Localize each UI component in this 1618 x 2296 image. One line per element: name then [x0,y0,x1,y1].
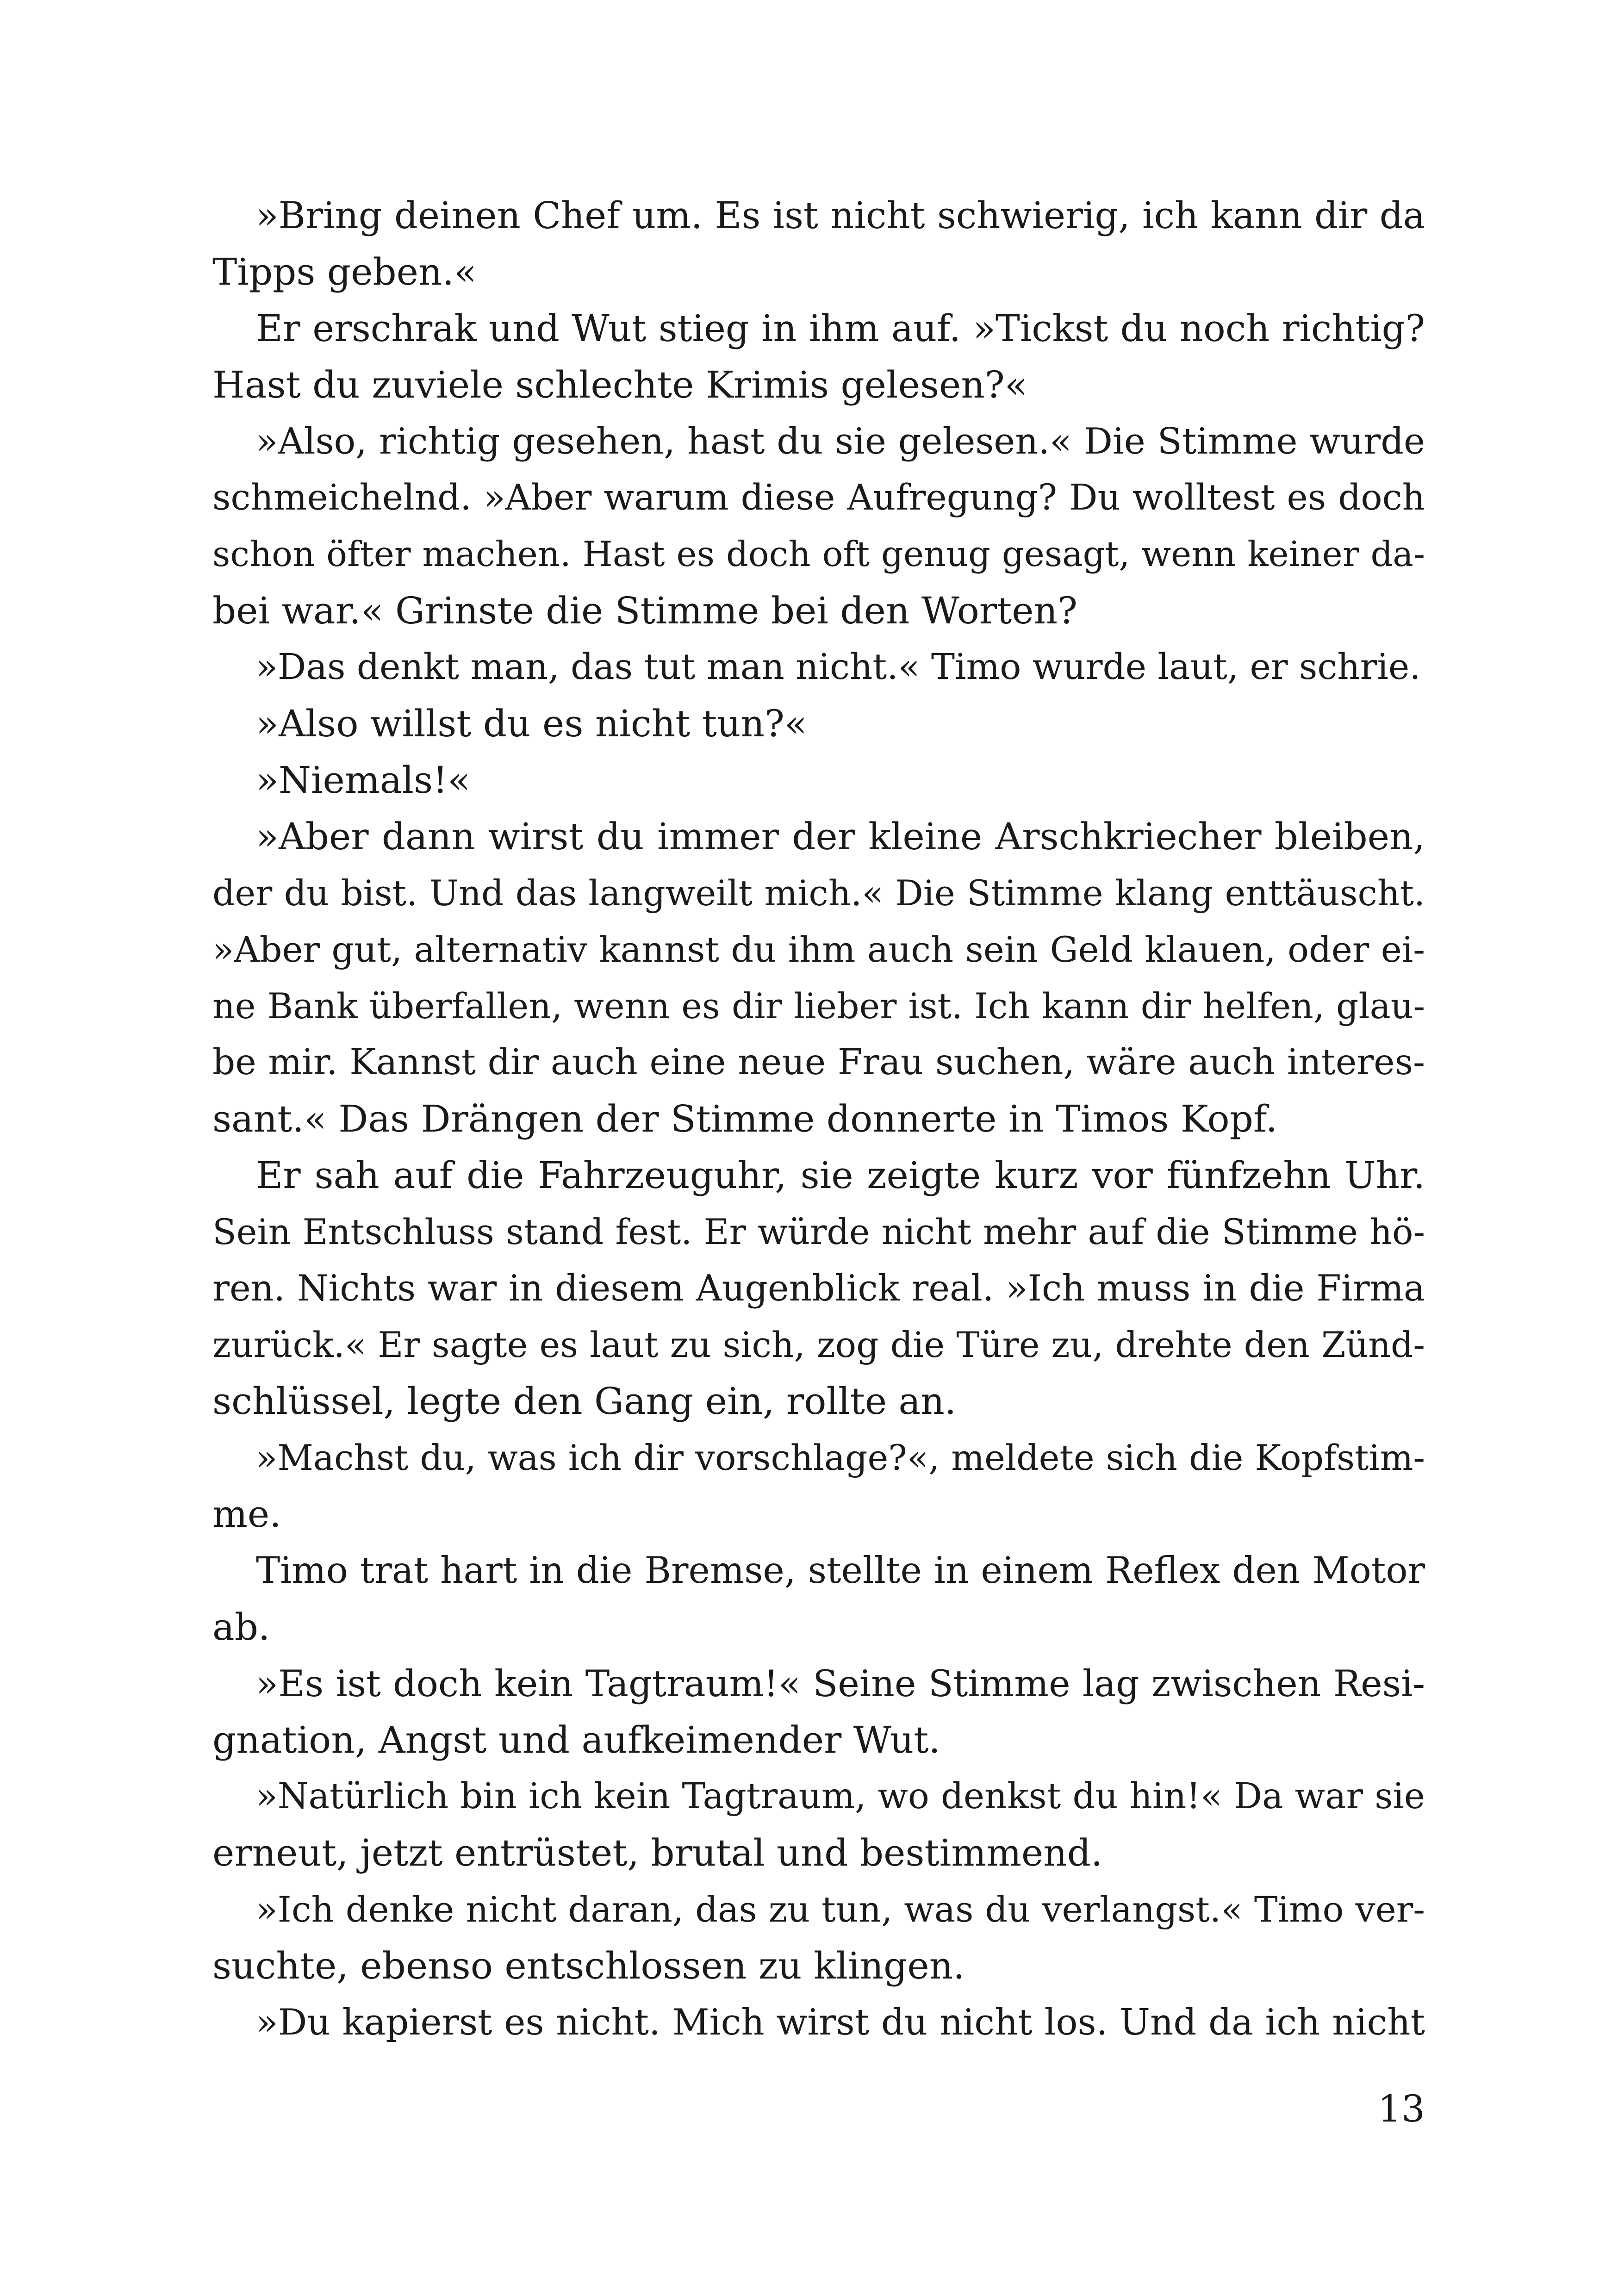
text-line: Hast du zuviele schlechte Krimis gelesen?« [212,363,1027,406]
text-line: »Also willst du es nicht tun?« [256,702,807,745]
text-line: be mir. Kannst dir auch eine neue Frau suchen, wäre auch interes- [212,1042,1425,1083]
text-line: »Natürlich bin ich kein Tagtraum, wo denkst du hin!« Da war sie [256,1776,1425,1817]
text-line: ab. [212,1605,270,1649]
text-line: »Es ist doch kein Tagtraum!« Seine Stimme lag zwischen Resi- [256,1662,1425,1705]
page-number: 13 [1378,2087,1425,2130]
text-line: »Du kapierst es nicht. Mich wirst du nicht los. Und da ich nicht [256,2001,1425,2043]
text-line: »Das denkt man, das tut man nicht.« Timo wurde laut, er schrie. [256,647,1421,688]
text-line: ne Bank überfallen, wenn es dir lieber ist. Ich kann dir helfen, glau- [212,986,1425,1027]
body-text [212,187,1425,2051]
text-line: gnation, Angst und aufkeimender Wut. [212,1718,940,1761]
text-line: schlüssel, legte den Gang ein, rollte an. [212,1380,957,1423]
text-line: »Aber dann wirst du immer der kleine Arschkriecher bleiben, [256,815,1425,858]
text-line: Tipps geben.« [212,250,477,293]
text-line: Sein Entschluss stand fest. Er würde nicht mehr auf die Stimme hö- [212,1212,1425,1252]
text-line: erneut, jetzt entrüstet, brutal und bestimmend. [212,1831,1103,1874]
text-line: Er erschrak und Wut stieg in ihm auf. »Tickst du noch richtig? [256,307,1425,350]
text-line: Timo trat hart in die Bremse, stellte in einem Reflex den Motor [256,1549,1425,1592]
text-line: schmeichelnd. »Aber warum diese Aufregung? Du wolltest es doch [212,477,1425,518]
text-line: ren. Nichts war in diesem Augenblick real. »Ich muss in die Firma [212,1268,1425,1309]
text-line: »Niemals!« [256,759,471,802]
text-line: me. [212,1493,281,1536]
text-line: Er sah auf die Fahrzeuguhr, sie zeigte kurz vor fünfzehn Uhr. [256,1154,1425,1197]
text-line: »Aber gut, alternativ kannst du ihm auch sein Geld klauen, oder ei- [212,929,1425,970]
text-line: zurück.« Er sagte es laut zu sich, zog die Türe zu, drehte den Zünd- [212,1325,1425,1365]
text-line: der du bist. Und das langweilt mich.« Die Stimme klang enttäuscht. [212,873,1425,914]
text-line: »Bring deinen Chef um. Es ist nicht schwierig, ich kann dir da [256,194,1425,237]
text-line: »Ich denke nicht daran, das zu tun, was du verlangst.« Timo ver- [256,1889,1425,1930]
text-line: bei war.« Grinste die Stimme bei den Worten? [212,589,1078,632]
text-line: »Also, richtig gesehen, hast du sie gelesen.« Die Stimme wurde [256,421,1425,462]
text-line: sant.« Das Drängen der Stimme donnerte in Timos Kopf. [212,1097,1278,1140]
text-line: suchte, ebenso entschlossen zu klingen. [212,1944,965,1987]
text-line: schon öfter machen. Hast es doch oft genug gesagt, wenn keiner da- [212,534,1425,574]
text-line: »Machst du, was ich dir vorschlage?«, meldete sich die Kopfstim- [256,1437,1425,1478]
